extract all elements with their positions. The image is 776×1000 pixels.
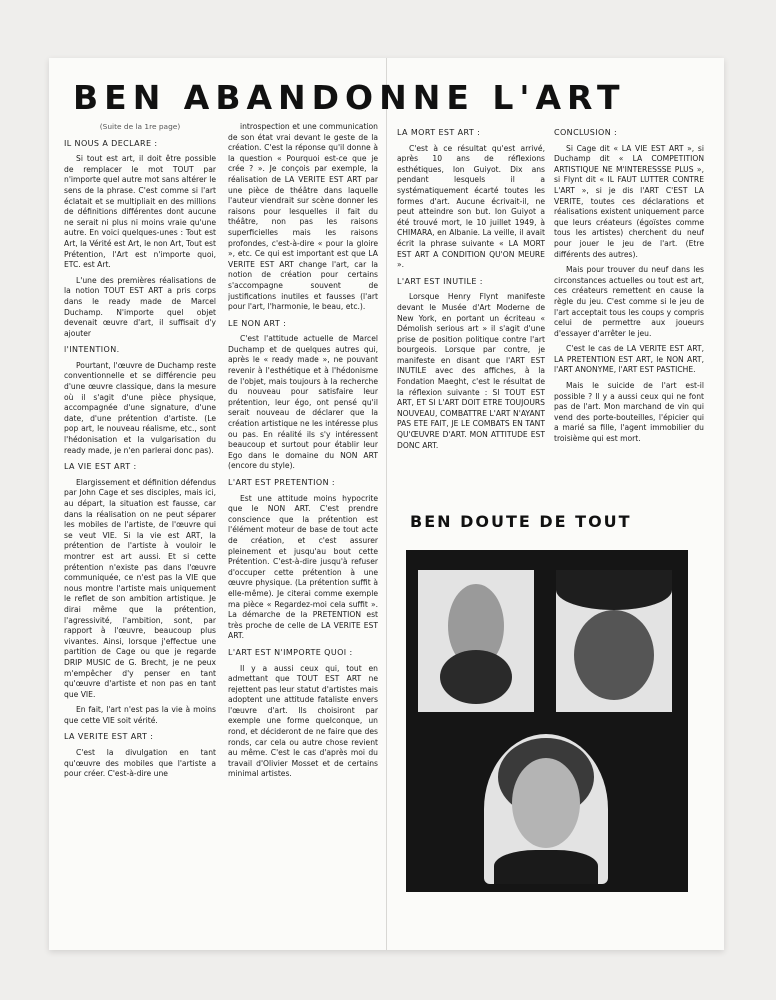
body-paragraph: C'est à ce résultat qu'est arrivé, après 10 ans de réflexions esthétiques, Ion Guiyot. Dix ans pendant lesquels il a systématiquement écarté toutes les formes d'art. Aucune écrivait-il, ne peut atteindre son but. Ion Guiyot a été trouvé mort, le 10 juillet 1949, à CHIMARA, en Albanie. La veille, il avait écrit la phrase suivante « LA MORT EST ART A CONDITION QU'ON MEURE ». <box>397 143 545 270</box>
body-paragraph: C'est l'attitude actuelle de Marcel Duchamp et de quelques autres qui, après le « ready made », ne pouvant revenir à l'esthétique et à l'hédonisme de l'objet, mais toujours à la recherche du nouveau pour satisfaire leur prétention, leur égo, ont pensé qu'il serait nouveau de déclarer que la création artistique ne les intéresse plus ou pas. En réalité ils s'y intéressent beaucoup et surtout pour établir leur Ego dans le domaine du NON ART (encore du style). <box>228 334 378 471</box>
body-paragraph: Il y a aussi ceux qui, tout en admettant que TOUT EST ART ne rejettent pas leur statut d'artistes mais adoptent une attitude fataliste envers l'œuvre d'art. Ils choisiront par exemple une forme quelconque, un rond, et décideront de ne faire que des ronds, car cela ou autre chose revient au même. C'est le cas d'après moi du travail d'Olivier Mosset et de certains minimal artistes. <box>228 663 378 779</box>
continuation-note: (Suite de la 1re page) <box>99 122 181 131</box>
section-heading: L'ART EST PRETENTION : <box>228 478 336 487</box>
section-heading: L'ART EST INUTILE : <box>397 276 483 286</box>
section-heading: IL NOUS A DECLARE : <box>64 138 158 148</box>
section-heading: LA VIE EST ART : <box>64 462 137 472</box>
body-paragraph: Si Cage dit « LA VIE EST ART », si Duchamp dit « LA COMPETITION ARTISTIQUE NE M'INTERESSSE PLUS », si Flynt dit « IL FAUT LUTTER CONTRE L'ART », si je dis l'ART C'EST LA VERITE, toutes ces déclarations et réalisations existent uniquement parce que leurs créateurs (égoïstes comme tous les artistes) cherchent du neuf pour jouer le jeu de l'art. (Etre différents des autres). <box>554 143 704 259</box>
body-paragraph: L'une des premières réalisations de la notion TOUT EST ART a pris corps dans le ready made de Marcel Duchamp. N'importe quel objet devenait œuvre d'art, il suffisait d'y ajouter <box>64 275 216 338</box>
photo-collage <box>406 550 688 892</box>
body-paragraph: C'est le cas de LA VERITE EST ART, LA PRETENTION EST ART, le NON ART, l'ART ANONYME, l'ART EST PASTICHE. <box>554 344 704 375</box>
body-paragraph: C'est la divulgation en tant qu'œuvre des mobiles que l'artiste a pour créer. C'est-à-dire une <box>64 748 216 779</box>
section-heading: l'INTENTION. <box>64 345 120 355</box>
body-paragraph: En fait, l'art n'est pas la vie à moins que cette VIE soit vérité. <box>64 705 216 725</box>
portrait-photo-back-of-head <box>556 570 672 712</box>
column-1 <box>64 122 216 892</box>
body-paragraph: Mais le suicide de l'art est-il possible ? Il y a aussi ceux qui ne font pas de l'art. Mon marchand de vin qui vend des porte-bouteilles, l'épicier qui a marié sa fille, l'agent immobilier du troisième qui est mort. <box>554 381 704 444</box>
body-paragraph: Pourtant, l'œuvre de Duchamp reste conventionnelle et se différencie peu d'une œuvre classique, dans la mesure où il s'agit d'une pièce physique, accompagnée d'une signature, d'une date, d'une prétention d'artiste. (Le pop art, le nouveau réalisme, etc., sont l'hédonisation et la vulgarisation du ready made, je n'en parlerai donc pas). <box>64 360 216 455</box>
headline: BEN ABANDONNE L'ART <box>73 78 626 117</box>
center-fold <box>386 58 387 950</box>
section-heading: LA VERITE EST ART : <box>64 732 154 742</box>
body-paragraph: Mais pour trouver du neuf dans les circonstances actuelles ou tout est art, ces créateurs remettent en cause la règle du jeu. C'est comme si le jeu de l'art acceptait tous les coups y compris celui de permettre aux joueurs d'essayer d'arrêter le jeu. <box>554 265 704 338</box>
section-heading: LA MORT EST ART : <box>397 128 481 137</box>
portrait-photo-bearded-man <box>484 734 608 884</box>
portrait-photo-inverted <box>418 570 534 712</box>
body-paragraph: Est une attitude moins hypocrite que le NON ART. C'est prendre conscience que la prétention est l'élément moteur de base de tout acte de création, et c'est assurer pleinement et jusqu'au bout cette Prétention. C'est-à-dire jusqu'à refuser d'occuper cette prétention à une œuvre physique. (La prétention suffit à elle-même). Je citerai comme exemple ma pièce « Regardez-moi cela suffit ». La démarche de la PRETENTION est très proche de celle de LA VERITE EST ART. <box>228 493 378 641</box>
subheadline: BEN DOUTE DE TOUT <box>410 512 632 531</box>
column-4 <box>554 122 704 502</box>
column-2 <box>228 122 378 892</box>
body-paragraph: Lorsque Henry Flynt manifeste devant le Musée d'Art Moderne de New York, en portant un écriteau « Démolish serious art » il s'agit d'une prise de position politique contre l'art bourgeois. Lorsque par contre, je manifeste en disant que l'ART EST INUTILE avec des affiches, à la Fondation Maeght, c'est le résultat de la réflexion suivante : SI TOUT EST ART, ET SI L'ART DOIT ETRE TOUJOURS NOUVEAU, COMBATTRE L'ART N'AYANT PAS ETE FAIT, JE LE COMBATS EN TANT QU'ŒUVRE D'ART. MON ATTITUDE EST DONC ART. <box>397 292 545 450</box>
column-3 <box>397 122 545 502</box>
body-paragraph: Si tout est art, il doit être possible de remplacer le mot TOUT par n'importe quel autre mot sans altérer le sens de la phrase. C'est comme si l'art éclatait et se multipliait en des millions de définitions différentes dont aucune ne serait ni plus ni moins vraie qu'une autre. En voici quelques-unes : Tout est Art, la Vérité est Art, le non Art, Tout est Prétention, l'Art est n'importe quoi, ETC. est Art. <box>64 154 216 270</box>
section-heading: CONCLUSION : <box>554 128 618 137</box>
body-paragraph: Elargissement et définition défendus par John Cage et ses disciples, mais ici, au départ, la situation est fausse, car dans la réalisation on ne peut séparer les mobiles de l'artiste, de l'œuvre qui se veut VIE. Si la vie est ART, la prétention de l'artiste à vouloir le montrer est art aussi. Et si cette prétention n'existe pas dans l'œuvre communiquée, ce n'est pas la VIE que nous montre l'artiste mais uniquement le reflet de son ambition artistique. Je dirai même que la prétention, l'agressivité, l'ambition, sont, par rapport à l'œuvre, beaucoup plus vivantes. Ainsi, lorsque j'effectue une partition de Cage ou que je regarde DRIP MUSIC de G. Brecht, je ne peux m'empêcher d'y penser en tant qu'œuvre d'artiste et non pas en tant que VIE. <box>64 477 216 699</box>
body-paragraph: introspection et une communication de son état vrai devant le geste de la création. C'est la réponse qu'il donne à la question « Pourquoi est-ce que je crée ? ». Je conçois par exemple, la réalisation de LA VERITE EST ART par une pièce de théâtre dans laquelle l'auteur viendrait sur scène donner les raisons pour lesquelles il fait du théâtre, non pas les raisons superficielles mais les raisons profondes, c'est-à-dire « pour la gloire », etc. Ce qui est important est que LA VERITE EST ART change l'art, car la notion de création pour certains s'accompagne souvent de justifications inutiles et fausses (l'art pour l'art, l'harmonie, le beau, etc.). <box>228 122 378 312</box>
section-heading: LE NON ART : <box>228 318 287 328</box>
section-heading: L'ART EST N'IMPORTE QUOI : <box>228 647 353 657</box>
